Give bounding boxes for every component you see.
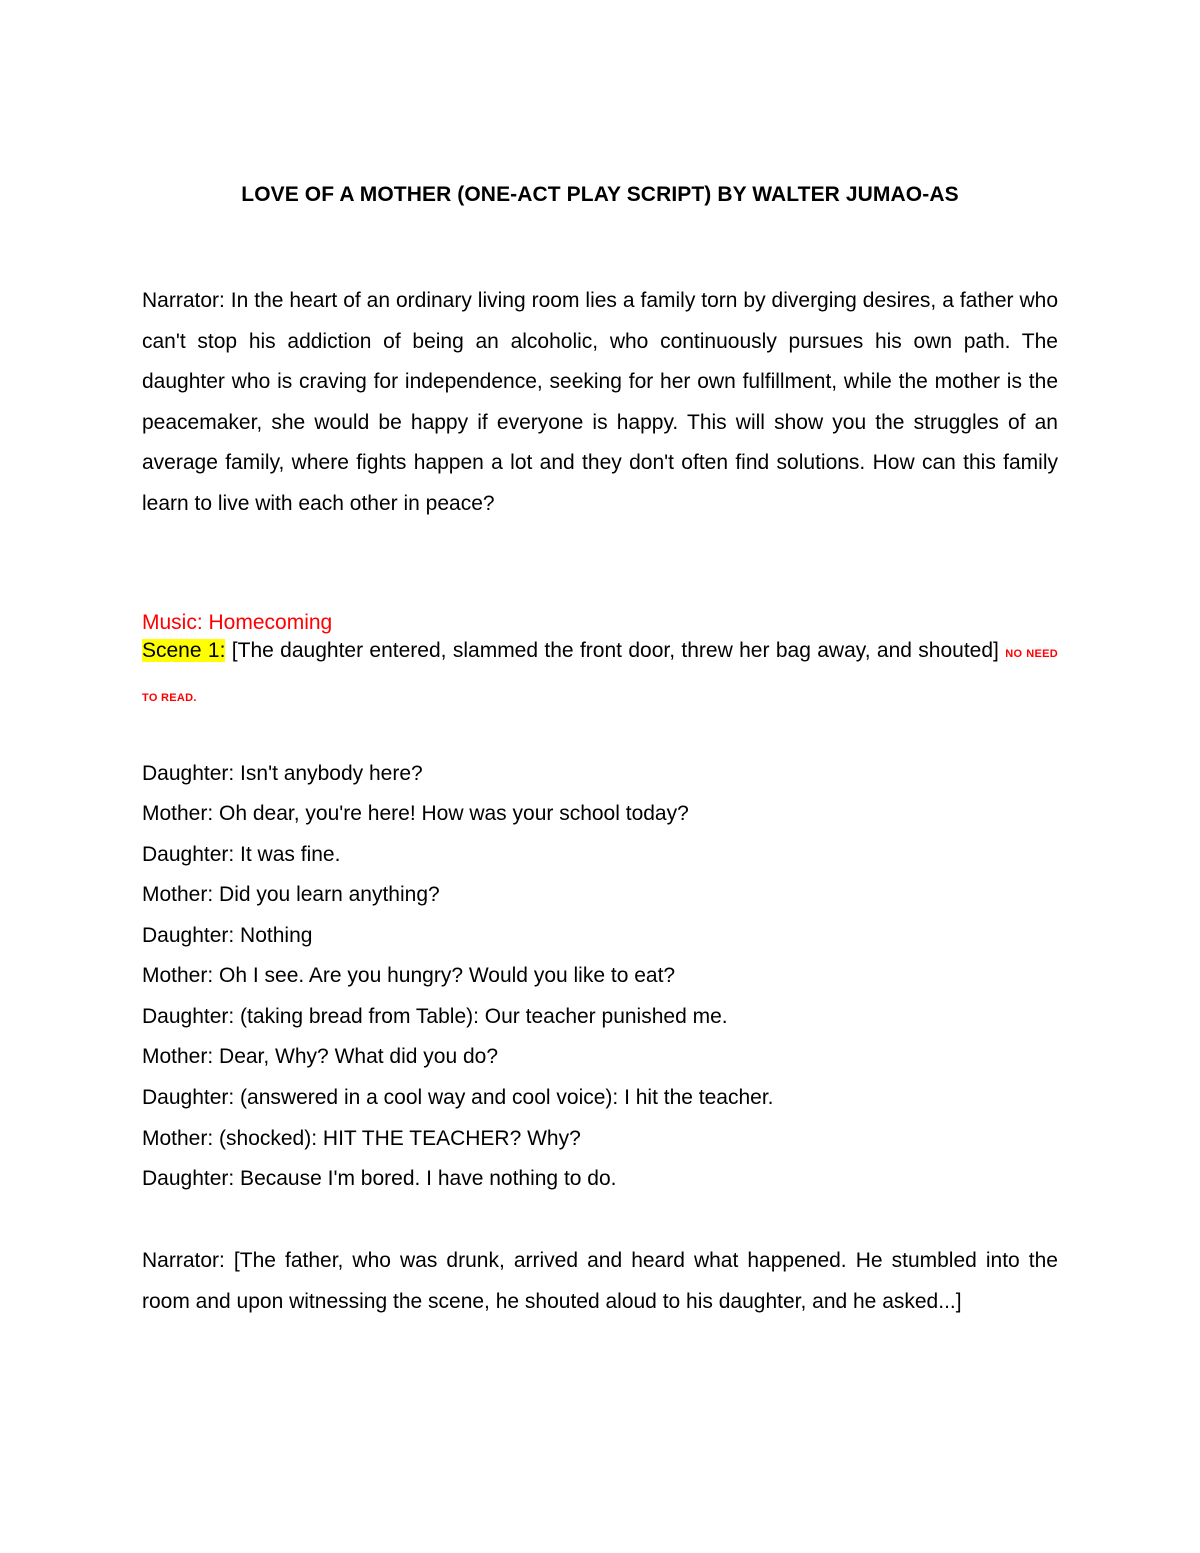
dialogue-line: Daughter: Nothing bbox=[142, 924, 313, 947]
dialogue-line: Daughter: It was fine. bbox=[142, 843, 341, 866]
dialogue-line: Mother: Did you learn anything? bbox=[142, 883, 440, 906]
intro-narration: Narrator: In the heart of an ordinary living room lies a family torn by diverging desires, a father who can't stop his addiction of being an alcoholic, who continuously pursues his own path. The daughter who is craving for independence, seeking for her own fulfillment, while the mother is the peacemaker, she would be happy if everyone is happy. This will show you the struggles of an average family, where fights happen a lot and they don't often find solutions. How can this family learn to live with each other in peace? bbox=[142, 289, 1058, 515]
closing-narration: Narrator: [The father, who was drunk, arrived and heard what happened. He stumbled into the room and upon witnessing the scene, he shouted aloud to his daughter, and he asked...] bbox=[142, 1249, 1058, 1313]
dialogue-line: Daughter: (taking bread from Table): Our teacher punished me. bbox=[142, 1005, 728, 1028]
dialogue-line: Daughter: Because I'm bored. I have nothing to do. bbox=[142, 1167, 617, 1190]
scene-1-direction bbox=[142, 631, 1058, 718]
scene-direction-text: [The daughter entered, slammed the front door, threw her bag away, and shouted] bbox=[225, 639, 1006, 662]
dialogue-line: Mother: Oh dear, you're here! How was your school today? bbox=[142, 802, 689, 825]
no-need-to-read-note: NO NEED TO READ. bbox=[142, 648, 1058, 704]
script-title: LOVE OF A MOTHER (ONE-ACT PLAY SCRIPT) BY WALTER JUMAO-AS bbox=[241, 183, 959, 206]
dialogue-line: Mother: Dear, Why? What did you do? bbox=[142, 1045, 499, 1068]
dialogue-line: Mother: Oh I see. Are you hungry? Would you like to eat? bbox=[142, 964, 676, 987]
music-cue: Music: Homecoming bbox=[142, 611, 333, 634]
dialogue-line: Mother: (shocked): HIT THE TEACHER? Why? bbox=[142, 1127, 581, 1150]
scene-label: Scene 1: bbox=[142, 639, 226, 662]
dialogue-line: Daughter: (answered in a cool way and cool voice): I hit the teacher. bbox=[142, 1086, 774, 1109]
dialogue-line: Daughter: Isn't anybody here? bbox=[142, 762, 423, 785]
